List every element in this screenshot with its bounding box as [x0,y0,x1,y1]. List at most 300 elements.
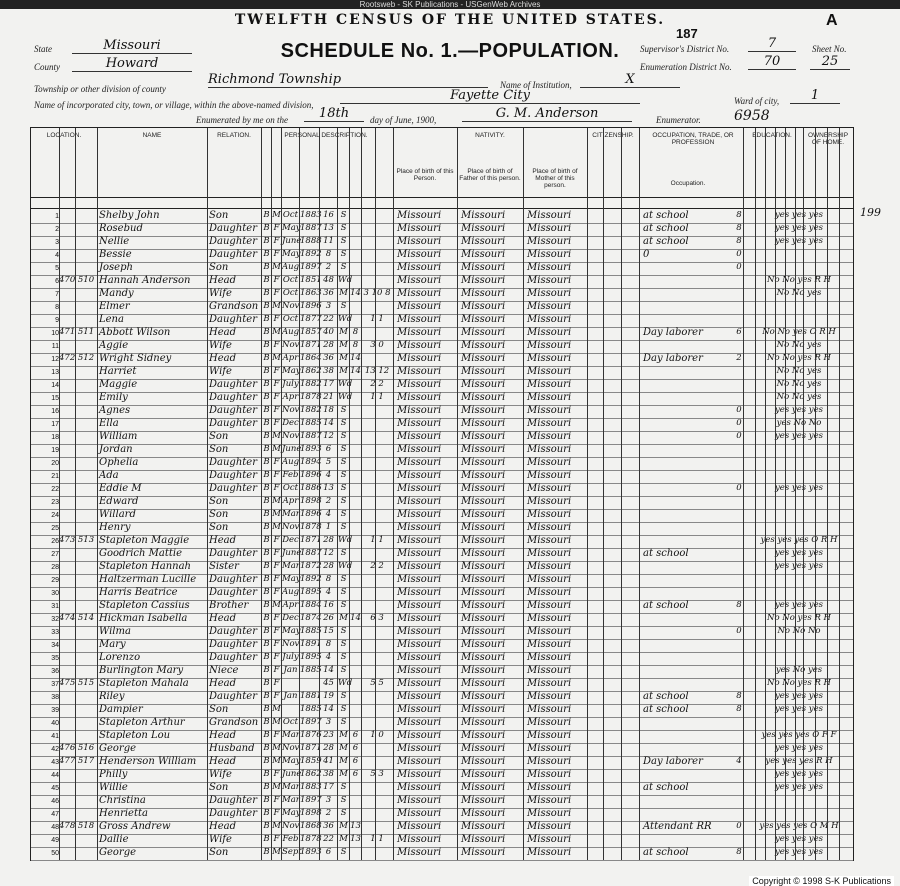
row-number: 17 [51,421,59,428]
cell-months: 0 [736,626,742,636]
cell-age: 4 [325,652,332,662]
cell-children: 2 2 [370,379,384,389]
cell-yrs-married: 14 [350,613,361,623]
cell-edu: yes yes yes [775,769,823,779]
cell-month: June [282,236,302,246]
cell-age: 2 [325,496,332,506]
cell-color: B [263,314,270,324]
cell-father: Missouri [461,405,506,416]
cell-dwelling: 472 [59,353,76,363]
cell-edu: yes yes yes [775,834,823,844]
row-number: 7 [55,291,59,298]
cell-marital: S [340,249,347,259]
column-rule [795,128,796,860]
cell-mother: Missouri [527,548,572,559]
column-rule [587,128,588,860]
cell-color: B [263,730,270,740]
column-rule [815,128,816,860]
column-rule [375,128,376,860]
cell-sex: F [273,405,280,415]
cell-mother: Missouri [527,743,572,754]
archive-banner: Rootsweb - SK Publications - USGenWeb Archives [359,0,541,9]
cell-father: Missouri [461,275,506,286]
cell-marital: M [339,821,348,831]
cell-marital: S [340,782,347,792]
column-rule [803,128,804,860]
cell-year: 1882 [300,379,322,389]
cell-occupation: at school [643,210,689,221]
cell-year: 1886 [300,483,322,493]
cell-edu: yes yes yes [775,483,823,493]
cell-sex: F [273,652,280,662]
cell-color: B [263,821,270,831]
cell-marital: M [339,366,348,376]
cell-occupation: Attendant RR [643,821,712,832]
cell-marital: S [340,223,347,233]
cell-children: 6 3 [370,613,384,623]
cell-relation: Grandson [209,717,259,728]
row-number: 33 [51,629,59,636]
cell-yrs-married: 6 [352,769,359,779]
cell-relation: Daughter [209,626,257,637]
cell-name: Mary [99,639,126,650]
cell-sex: F [273,808,280,818]
cell-children: 1 1 [370,834,384,844]
cell-name: George [99,847,137,858]
cell-sex: F [273,548,280,558]
cell-relation: Head [209,613,237,624]
cell-sex: M [272,600,281,610]
cell-mother: Missouri [527,314,572,325]
cell-sex: F [273,613,280,623]
cell-marital: S [340,808,347,818]
cell-year: 1896 [300,301,322,311]
cell-year: 1898 [300,808,322,818]
cell-year: 1893 [300,847,322,857]
cell-age: 2 [325,262,332,272]
header-education: EDUCATION. [752,132,792,139]
cell-mother: Missouri [527,249,572,260]
cell-sex: F [273,665,280,675]
cell-marital: S [340,795,347,805]
cell-father: Missouri [461,314,506,325]
row-number: 38 [51,694,59,701]
cell-marital: S [340,652,347,662]
header-ownership: OWNERSHIP OF HOME. [807,132,849,146]
cell-sex: F [273,366,280,376]
column-rule [299,128,300,860]
cell-name: Goodrich Mattie [99,548,182,559]
cell-age: 14 [323,418,334,428]
cell-year: 1864 [300,353,322,363]
cell-color: B [263,509,270,519]
cell-age: 48 [323,275,334,285]
cell-color: B [263,431,270,441]
header-relation: RELATION. [217,132,251,139]
cell-edu: No No yes [776,379,822,389]
cell-name: Stapleton Mahala [99,678,189,689]
cell-months: 0 [736,418,742,428]
cell-relation: Son [209,704,229,715]
cell-month: Nov [282,821,300,831]
cell-mother: Missouri [527,769,572,780]
cell-sex: M [272,210,281,220]
cell-mother: Missouri [527,353,572,364]
ward-label: Ward of city, [734,96,780,106]
cell-color: B [263,210,270,220]
cell-mother: Missouri [527,652,572,663]
cell-age: 22 [323,834,334,844]
cell-mother: Missouri [527,691,572,702]
cell-month: Apr [282,496,299,506]
cell-age: 36 [323,288,334,298]
cell-birth: Missouri [397,314,442,325]
cell-birth: Missouri [397,730,442,741]
column-rule [349,128,350,860]
header-occupation: OCCUPATION, TRADE, OR PROFESSION [652,132,734,146]
cell-marital: S [340,587,347,597]
cell-relation: Daughter [209,691,257,702]
cell-birth: Missouri [397,340,442,351]
cell-yrs-married: 6 [352,743,359,753]
cell-year: 1876 [300,730,322,740]
cell-relation: Daughter [209,548,257,559]
cell-age: 12 [323,548,334,558]
cell-age: 11 [323,236,334,246]
row-number: 49 [51,837,59,844]
cell-relation: Son [209,444,229,455]
cell-age: 14 [323,704,334,714]
cell-color: B [263,470,270,480]
cell-father: Missouri [461,808,506,819]
cell-age: 17 [323,782,334,792]
cell-color: B [263,795,270,805]
cell-sex: F [273,249,280,259]
cell-father: Missouri [461,288,506,299]
cell-father: Missouri [461,795,506,806]
subhead-mother: Place of birth of Mother of this person. [532,168,578,189]
cell-dwelling: 477 [59,756,76,766]
cell-mother: Missouri [527,808,572,819]
cell-months: 0 [736,262,742,272]
cell-month: Aug [282,587,300,597]
cell-month: Apr [282,353,299,363]
cell-color: B [263,288,270,298]
cell-relation: Daughter [209,795,257,806]
township-value: Richmond Township [208,72,488,88]
cell-color: B [263,834,270,844]
column-rule [337,128,338,860]
cell-father: Missouri [461,743,506,754]
row-number: 10 [51,330,59,337]
cell-birth: Missouri [397,366,442,377]
cell-sex: M [272,821,281,831]
cell-color: B [263,639,270,649]
column-rule [361,128,362,860]
cell-color: B [263,574,270,584]
cell-month: Oct [282,275,299,285]
column-rule [75,128,76,860]
cell-father: Missouri [461,574,506,585]
cell-name: Ada [99,470,119,481]
cell-birth: Missouri [397,574,442,585]
cell-age: 38 [323,769,334,779]
cell-sex: M [272,327,281,337]
row-number: 27 [51,551,59,558]
column-rule [523,128,524,860]
cell-father: Missouri [461,548,506,559]
cell-month: July [282,652,299,662]
cell-edu: yes yes yes [775,548,823,558]
cell-age: 3 [325,717,332,727]
cell-month: May [282,223,301,233]
supervisor-value: 7 [748,36,796,52]
enumerator-name: G. M. Anderson [462,106,632,122]
cell-name: Agnes [99,405,131,416]
cell-color: B [263,691,270,701]
row-number: 6 [55,278,59,285]
cell-year: 1893 [300,444,322,454]
cell-months: 8 [736,847,742,857]
cell-color: B [263,535,270,545]
cell-name: Ophelia [99,457,139,468]
sheet-no-value: 25 [810,54,850,70]
cell-mother: Missouri [527,340,572,351]
cell-birth: Missouri [397,652,442,663]
cell-month: Mar [282,782,300,792]
row-number: 42 [51,746,59,753]
cell-father: Missouri [461,587,506,598]
cell-family: 512 [77,353,95,363]
cell-months: 4 [736,756,742,766]
cell-mother: Missouri [527,444,572,455]
cell-name: Hickman Isabella [99,613,188,624]
cell-birth: Missouri [397,704,442,715]
cell-occupation: at school [643,236,689,247]
cell-dwelling: 478 [59,821,76,831]
cell-edu: No No yes [776,392,822,402]
county-value: Howard [72,56,192,72]
cell-age: 16 [323,210,334,220]
cell-children: 3 0 [370,340,384,350]
cell-edu: yes yes yes O R H [760,535,838,545]
cell-father: Missouri [461,730,506,741]
cell-sex: M [272,704,281,714]
cell-name: Emily [99,392,128,403]
cell-year: 1863 [300,288,322,298]
cell-birth: Missouri [397,639,442,650]
cell-edu: yes No yes [775,665,823,675]
cell-year: 1897 [300,717,322,727]
cell-sex: F [273,834,280,844]
cell-family: 516 [77,743,95,753]
column-rule [281,128,282,860]
cell-father: Missouri [461,756,506,767]
cell-family: 513 [77,535,95,545]
cell-color: B [263,613,270,623]
row-number: 34 [51,642,59,649]
cell-year: 1859 [300,756,322,766]
cell-age: 5 [325,457,332,467]
census-table [30,127,854,861]
cell-sex: M [272,743,281,753]
cell-marital: Wd [338,561,353,571]
cell-mother: Missouri [527,431,572,442]
cell-month: May [282,808,301,818]
cell-name: Harriet [99,366,137,377]
cell-relation: Head [209,730,237,741]
enum-district-label: Enumeration District No. [640,62,732,72]
row-number: 1 [55,213,59,220]
cell-marital: S [340,210,347,220]
cell-age: 36 [323,821,334,831]
cell-color: B [263,418,270,428]
row-number: 28 [51,564,59,571]
cell-months: 0 [736,249,742,259]
cell-marital: M [339,743,348,753]
cell-sex: F [273,483,280,493]
cell-sex: F [273,288,280,298]
cell-marital: M [339,756,348,766]
cell-months: 8 [736,223,742,233]
cell-mother: Missouri [527,236,572,247]
cell-month: Apr [282,392,299,402]
cell-color: B [263,665,270,675]
cell-relation: Son [209,522,229,533]
cell-months: 8 [736,236,742,246]
cell-relation: Wife [209,769,232,780]
cell-mother: Missouri [527,782,572,793]
column-rule [755,128,756,860]
side-note: 199 [860,206,881,219]
cell-month: Nov [282,405,300,415]
header-personal: PERSONAL DESCRIPTION. [284,132,368,139]
state-value: Missouri [72,38,192,54]
cell-month: May [282,756,301,766]
cell-sex: F [273,730,280,740]
cell-age: 21 [323,392,334,402]
cell-year: 1888 [300,236,322,246]
cell-year: 1895 [300,587,322,597]
subhead-father: Place of birth of Father of this person. [459,168,521,182]
cell-age: 12 [323,431,334,441]
cell-month: Jan [283,665,298,675]
cell-father: Missouri [461,210,506,221]
cell-year: 1898 [300,496,322,506]
cell-name: Jordan [99,444,133,455]
cell-birth: Missouri [397,223,442,234]
cell-marital: M [339,730,348,740]
cell-year: 1885 [300,418,322,428]
cell-name: Christina [99,795,146,806]
ward-value: 1 [790,88,840,104]
column-rule [603,128,604,860]
cell-name: Shelby John [99,210,160,221]
cell-father: Missouri [461,626,506,637]
cell-birth: Missouri [397,275,442,286]
county-label: County [34,62,60,72]
cell-birth: Missouri [397,353,442,364]
subhead-birth: Place of birth of this Person. [396,168,454,182]
cell-father: Missouri [461,301,506,312]
cell-month: Aug [282,327,300,337]
cell-marital: S [340,509,347,519]
cell-mother: Missouri [527,496,572,507]
cell-age: 16 [323,600,334,610]
cell-name: Elmer [99,301,130,312]
cell-birth: Missouri [397,847,442,858]
state-label: State [34,44,52,54]
cell-age: 8 [325,249,332,259]
column-rule [743,128,744,860]
cell-age: 3 [325,301,332,311]
cell-mother: Missouri [527,795,572,806]
cell-mother: Missouri [527,730,572,741]
column-rule [261,128,262,860]
column-rule [319,128,320,860]
cell-month: May [282,249,301,259]
cell-age: 15 [323,626,334,636]
cell-children: 5 5 [370,678,384,688]
cell-birth: Missouri [397,665,442,676]
cell-month: Nov [282,639,300,649]
column-rule [765,128,766,860]
cell-yrs-married: 6 [352,730,359,740]
cell-year: 1878 [300,834,322,844]
cell-occupation: at school [643,704,689,715]
institution-value: X [580,72,680,88]
cell-year: 1883 [300,210,322,220]
cell-year: 1892 [300,574,322,584]
row-number: 47 [51,811,59,818]
cell-father: Missouri [461,639,506,650]
cell-year: 1871 [300,743,322,753]
cell-mother: Missouri [527,301,572,312]
cell-birth: Missouri [397,301,442,312]
cell-year: 1857 [300,327,322,337]
cell-father: Missouri [461,353,506,364]
cell-color: B [263,223,270,233]
cell-relation: Wife [209,834,232,845]
cell-yrs-married: 6 [352,756,359,766]
cell-sex: F [273,223,280,233]
cell-age: 45 [323,678,334,688]
cell-name: Stapleton Arthur [99,717,185,728]
cell-birth: Missouri [397,392,442,403]
cell-father: Missouri [461,821,506,832]
cell-months: 2 [736,353,742,363]
cell-age: 3 [325,795,332,805]
cell-yrs-married: 14 [350,353,361,363]
cell-marital: M [339,288,348,298]
cell-marital: Wd [338,314,353,324]
cell-edu: No No yes [776,340,822,350]
cell-color: B [263,847,270,857]
city-label: Name of incorporated city, town, or village, within the above-named division, [34,100,314,110]
cell-sex: F [273,795,280,805]
cell-month: Feb [282,470,299,480]
cell-father: Missouri [461,834,506,845]
row-number: 16 [51,408,59,415]
cell-birth: Missouri [397,405,442,416]
cell-age: 4 [325,587,332,597]
cell-year: 1887 [300,431,322,441]
cell-mother: Missouri [527,509,572,520]
page-number: 187 [676,26,698,41]
column-rule [97,128,98,860]
cell-marital: S [340,717,347,727]
cell-yrs-married: 14 [350,366,361,376]
